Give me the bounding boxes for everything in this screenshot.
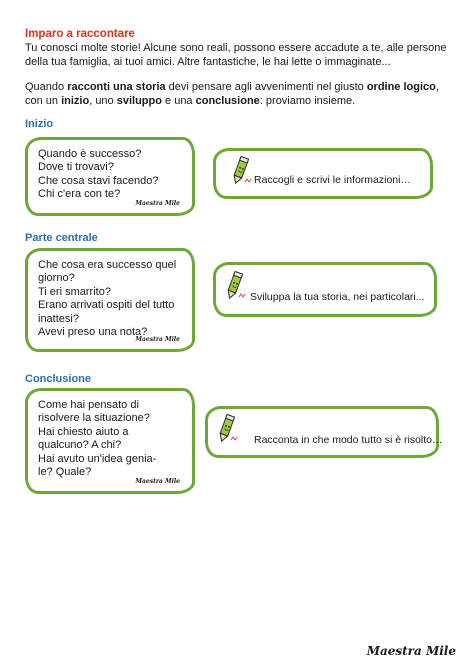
text-fragment: devi pensare agli avvenimenti nel giusto xyxy=(165,81,367,93)
question-item: inattesi? xyxy=(38,312,79,325)
pencil-icon xyxy=(230,155,256,189)
question-item: Erano arrivati ospiti del tutto xyxy=(38,299,175,312)
question-item: qualcuno? A chi? xyxy=(38,439,122,452)
question-list xyxy=(38,259,188,339)
question-item: Quando è successo? xyxy=(38,148,142,160)
intro-line-2: della tua famiglia, ai tuoi amici. Altre fantastiche, le hai lette o immaginate... xyxy=(25,56,391,68)
question-item: Avevi preso una nota? xyxy=(38,326,148,339)
pencil-icon xyxy=(216,413,242,447)
question-item: Che cosa era successo quel xyxy=(38,259,177,271)
answer-prompt: Raccogli e scrivi le informazioni… xyxy=(254,174,411,186)
emphasis-conclusione: conclusione xyxy=(195,95,260,107)
emphasis-inizio: inizio xyxy=(61,95,90,107)
section-title-parte-centrale: Parte centrale xyxy=(25,232,98,244)
answer-prompt: Racconta in che modo tutto si è risolto… xyxy=(254,434,443,446)
question-box-inizio xyxy=(25,137,195,216)
question-item: risolvere la situazione? xyxy=(38,412,150,425)
question-item: Ti eri smarrito? xyxy=(38,285,111,298)
question-item: Chi c'era con te? xyxy=(38,188,121,201)
question-item: Hai chiesto aiuto a xyxy=(38,425,129,438)
question-box-conclusione xyxy=(25,388,195,494)
question-item: giorno? xyxy=(38,272,75,285)
question-list xyxy=(38,399,188,479)
answer-box-parte-centrale xyxy=(213,262,437,317)
answer-box-conclusione xyxy=(205,406,443,458)
intro-line-1: Tu conosci molte storie! Alcune sono reali, possono essere accadute a te, alle persone xyxy=(25,42,447,54)
page-title: Imparo a raccontare xyxy=(25,28,135,40)
pencil-icon xyxy=(224,270,250,304)
answer-box-inizio xyxy=(213,148,433,199)
signature: Maestra Mile xyxy=(135,200,180,207)
text-fragment: : proviamo insieme. xyxy=(259,95,356,107)
method-line-2 xyxy=(25,94,455,108)
answer-prompt: Sviluppa la tua storia, nei particolari... xyxy=(250,291,425,303)
question-item: Dove ti trovavi? xyxy=(38,161,114,174)
emphasis-ordine: ordine logico xyxy=(366,81,436,93)
question-box-parte-centrale xyxy=(25,248,195,352)
question-item: Che cosa stavi facendo? xyxy=(38,174,159,187)
footer-signature: Maestra Mile xyxy=(366,644,456,658)
text-fragment: e una xyxy=(161,95,196,107)
section-title-conclusione: Conclusione xyxy=(25,373,92,385)
question-item: Come hai pensato di xyxy=(38,399,139,411)
method-paragraph xyxy=(25,80,455,108)
signature: Maestra Mile xyxy=(135,478,180,485)
intro-paragraph xyxy=(25,41,455,69)
signature: Maestra Mile xyxy=(135,336,180,343)
section-title-inizio: Inizio xyxy=(25,118,54,130)
method-line-1 xyxy=(25,80,455,94)
text-fragment: , xyxy=(435,81,439,93)
question-item: le? Quale? xyxy=(38,466,92,479)
question-list xyxy=(38,148,188,202)
emphasis-racconti: racconti una storia xyxy=(67,81,166,93)
text-fragment: con un xyxy=(25,95,62,107)
emphasis-sviluppo: sviluppo xyxy=(116,95,162,107)
text-fragment: Quando xyxy=(25,81,68,93)
text-fragment: , uno xyxy=(89,95,117,107)
question-item: Hai avuto un'idea genia- xyxy=(38,452,157,465)
